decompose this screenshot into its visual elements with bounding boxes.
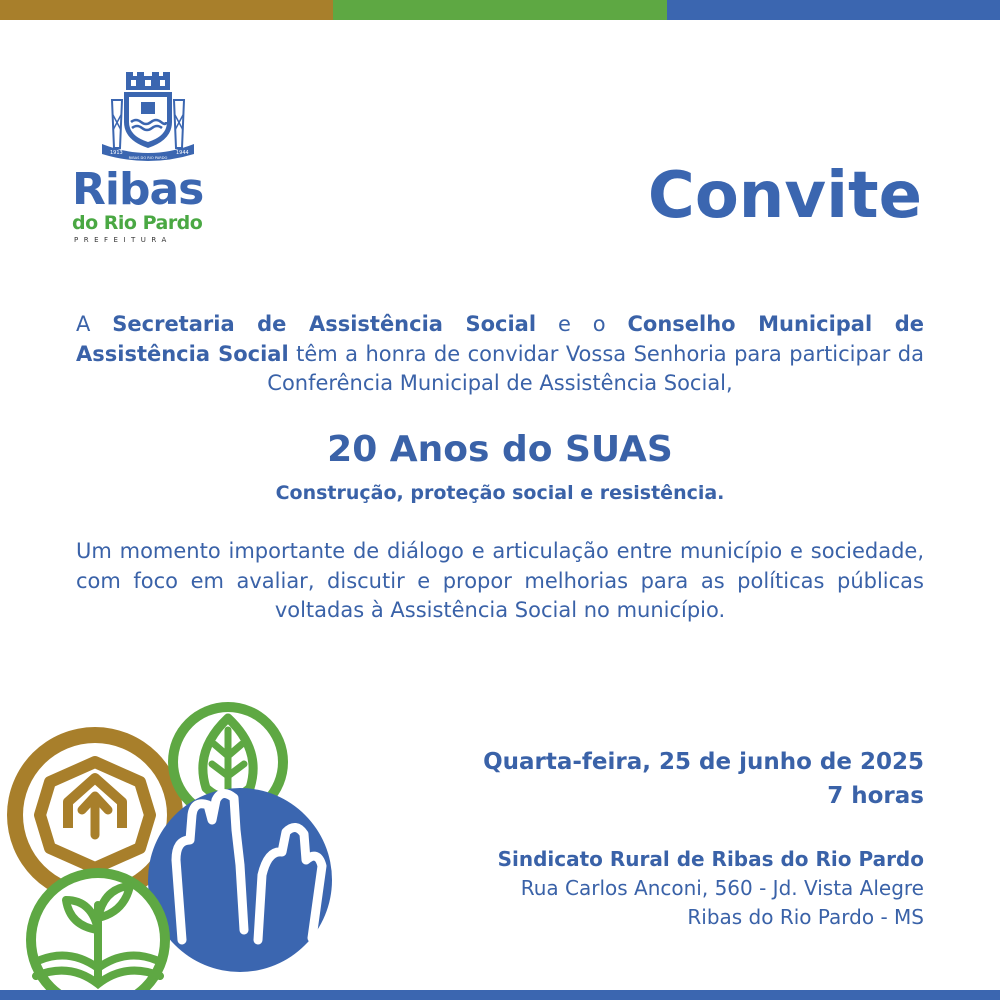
intro-part1: A: [76, 312, 113, 336]
crest-banner-text: RIBAS DO RIO PARDO: [128, 156, 168, 160]
venue-city: Ribas do Rio Pardo - MS: [687, 905, 924, 929]
bottom-color-bar: [0, 990, 1000, 1000]
venue-address: Rua Carlos Anconi, 560 - Jd. Vista Alegre: [520, 876, 924, 900]
page-title: Convite: [647, 159, 922, 233]
municipal-logo: [60, 70, 240, 250]
crest-year-left: 1913: [110, 150, 123, 156]
top-bar-blue: [667, 0, 1000, 20]
logo-tagline: PREFEITURA: [74, 236, 172, 244]
coat-of-arms-icon: [98, 70, 198, 165]
description-paragraph: Um momento importante de diálogo e articulação entre município e sociedade, com foco em avaliar, discutir e propor melhorias para as políticas públicas voltadas à Assistência Social no município.: [76, 539, 924, 622]
top-bar-green: [333, 0, 666, 20]
event-date: Quarta-feira, 25 de junho de 2025: [483, 749, 924, 775]
venue-name: Sindicato Rural de Ribas do Rio Pardo: [497, 847, 924, 871]
intro-org1: Secretaria de Assistência Social: [112, 312, 537, 336]
event-title: 20 Anos do SUAS: [327, 429, 673, 470]
logo-subname: do Rio Pardo: [72, 212, 203, 234]
venue-block: [498, 845, 924, 932]
intro-part2: e o: [536, 312, 628, 336]
raised-hands-icon: [148, 788, 332, 972]
event-time: 7 horas: [827, 783, 924, 809]
intro-org2: Conselho Municipal de Assistência Social: [76, 312, 924, 366]
crest-year-right: 1944: [176, 150, 189, 156]
illustration: [0, 690, 340, 990]
event-subtitle: Construção, proteção social e resistência.: [275, 482, 725, 504]
top-bar-gold: [0, 0, 333, 20]
intro-paragraph: [76, 310, 924, 399]
logo-name: Ribas: [72, 164, 204, 215]
top-color-bar: [0, 0, 1000, 20]
intro-part3: têm a honra de convidar Vossa Senhoria para participar da Conferência Municipal de Assistência Social,: [267, 341, 924, 395]
schedule-block: [483, 745, 924, 813]
